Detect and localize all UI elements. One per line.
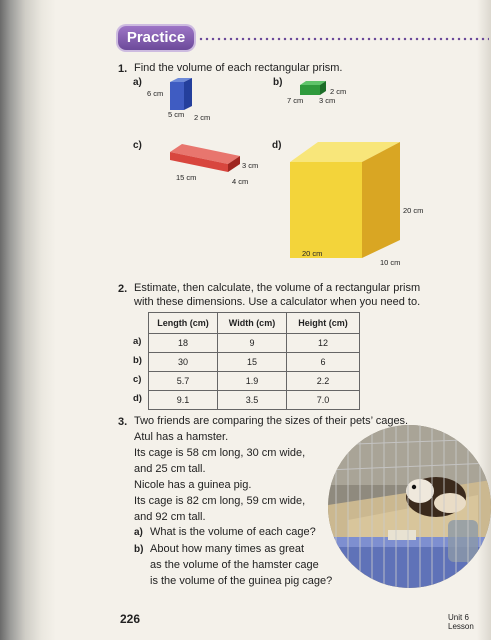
q1-text: Find the volume of each rectangular prism. <box>134 62 343 74</box>
q2-line1: Estimate, then calculate, the volume of a rectangular prism <box>134 282 421 294</box>
q1a-width: 2 cm <box>194 113 211 122</box>
q1b-height: 3 cm <box>319 96 336 105</box>
dimensions-table <box>148 312 360 410</box>
q1c-label: c) <box>133 140 142 151</box>
guinea-pig-cage-photo <box>328 425 491 588</box>
page-number: 226 <box>120 612 141 626</box>
q3b-line: About how many times as great <box>150 543 305 555</box>
unit-footer: Unit 6 Lesson <box>448 613 474 631</box>
row-label-a: a) <box>133 336 142 347</box>
table-cell: 30 <box>149 353 218 372</box>
q3-line: Two friends are comparing the sizes of their pets’ cages. <box>134 415 409 427</box>
q3-line: Nicole has a guinea pig. <box>134 479 252 491</box>
q3-line: Its cage is 82 cm long, 59 cm wide, <box>134 495 306 507</box>
table-cell: 7.0 <box>287 391 360 410</box>
q3-line: Its cage is 58 cm long, 30 cm wide, <box>134 447 306 459</box>
table-cell: 2.2 <box>287 372 360 391</box>
q1b-label: b) <box>273 77 283 88</box>
table-cell: 1.9 <box>218 372 287 391</box>
table-cell: 9.1 <box>149 391 218 410</box>
table-cell: 3.5 <box>218 391 287 410</box>
q1-number: 1. <box>118 63 128 75</box>
table-cell: 6 <box>287 353 360 372</box>
q1a-length: 5 cm <box>168 110 185 119</box>
q3a-label: a) <box>134 527 143 538</box>
practice-banner: Practice <box>118 26 194 50</box>
col-header-length: Length (cm) <box>149 313 218 334</box>
q1b-length: 7 cm <box>287 96 304 105</box>
q1d-label: d) <box>272 140 282 151</box>
q3b-line: as the volume of the hamster cage <box>150 559 319 571</box>
table-row <box>149 391 360 410</box>
table-cell: 5.7 <box>149 372 218 391</box>
col-header-width: Width (cm) <box>218 313 287 334</box>
table-cell: 12 <box>287 334 360 353</box>
table-header-row <box>149 313 360 334</box>
q3b-line: is the volume of the guinea pig cage? <box>150 575 333 587</box>
table-cell: 15 <box>218 353 287 372</box>
q2-number: 2. <box>118 283 128 295</box>
book-spine-shadow <box>0 0 56 640</box>
q1a-height: 6 cm <box>147 89 164 98</box>
row-label-d: d) <box>133 393 142 404</box>
q1d-height: 20 cm <box>403 206 424 215</box>
table-row <box>149 353 360 372</box>
dotted-rule <box>198 37 489 41</box>
q3-line: and 25 cm tall. <box>134 463 206 475</box>
row-label-b: b) <box>133 355 142 366</box>
table-row <box>149 334 360 353</box>
table-row <box>149 372 360 391</box>
row-label-c: c) <box>133 374 142 385</box>
q3-number: 3. <box>118 416 128 428</box>
q1c-height: 3 cm <box>242 161 259 170</box>
q1d-width: 10 cm <box>380 258 401 267</box>
q3-line: and 92 cm tall. <box>134 511 206 523</box>
q3b-label: b) <box>134 544 144 555</box>
prism-d <box>288 140 408 260</box>
q1d-length: 20 cm <box>302 249 323 258</box>
q1a-label: a) <box>133 77 142 88</box>
table-cell: 9 <box>218 334 287 353</box>
q1c-length: 15 cm <box>176 173 197 182</box>
q3a-text: What is the volume of each cage? <box>150 526 316 538</box>
table-cell: 18 <box>149 334 218 353</box>
q2-line2: with these dimensions. Use a calculator when you need to. <box>134 296 421 308</box>
col-header-height: Height (cm) <box>287 313 360 334</box>
q1c-width: 4 cm <box>232 177 249 186</box>
q1b-width: 2 cm <box>330 87 347 96</box>
q3-line: Atul has a hamster. <box>134 431 229 443</box>
